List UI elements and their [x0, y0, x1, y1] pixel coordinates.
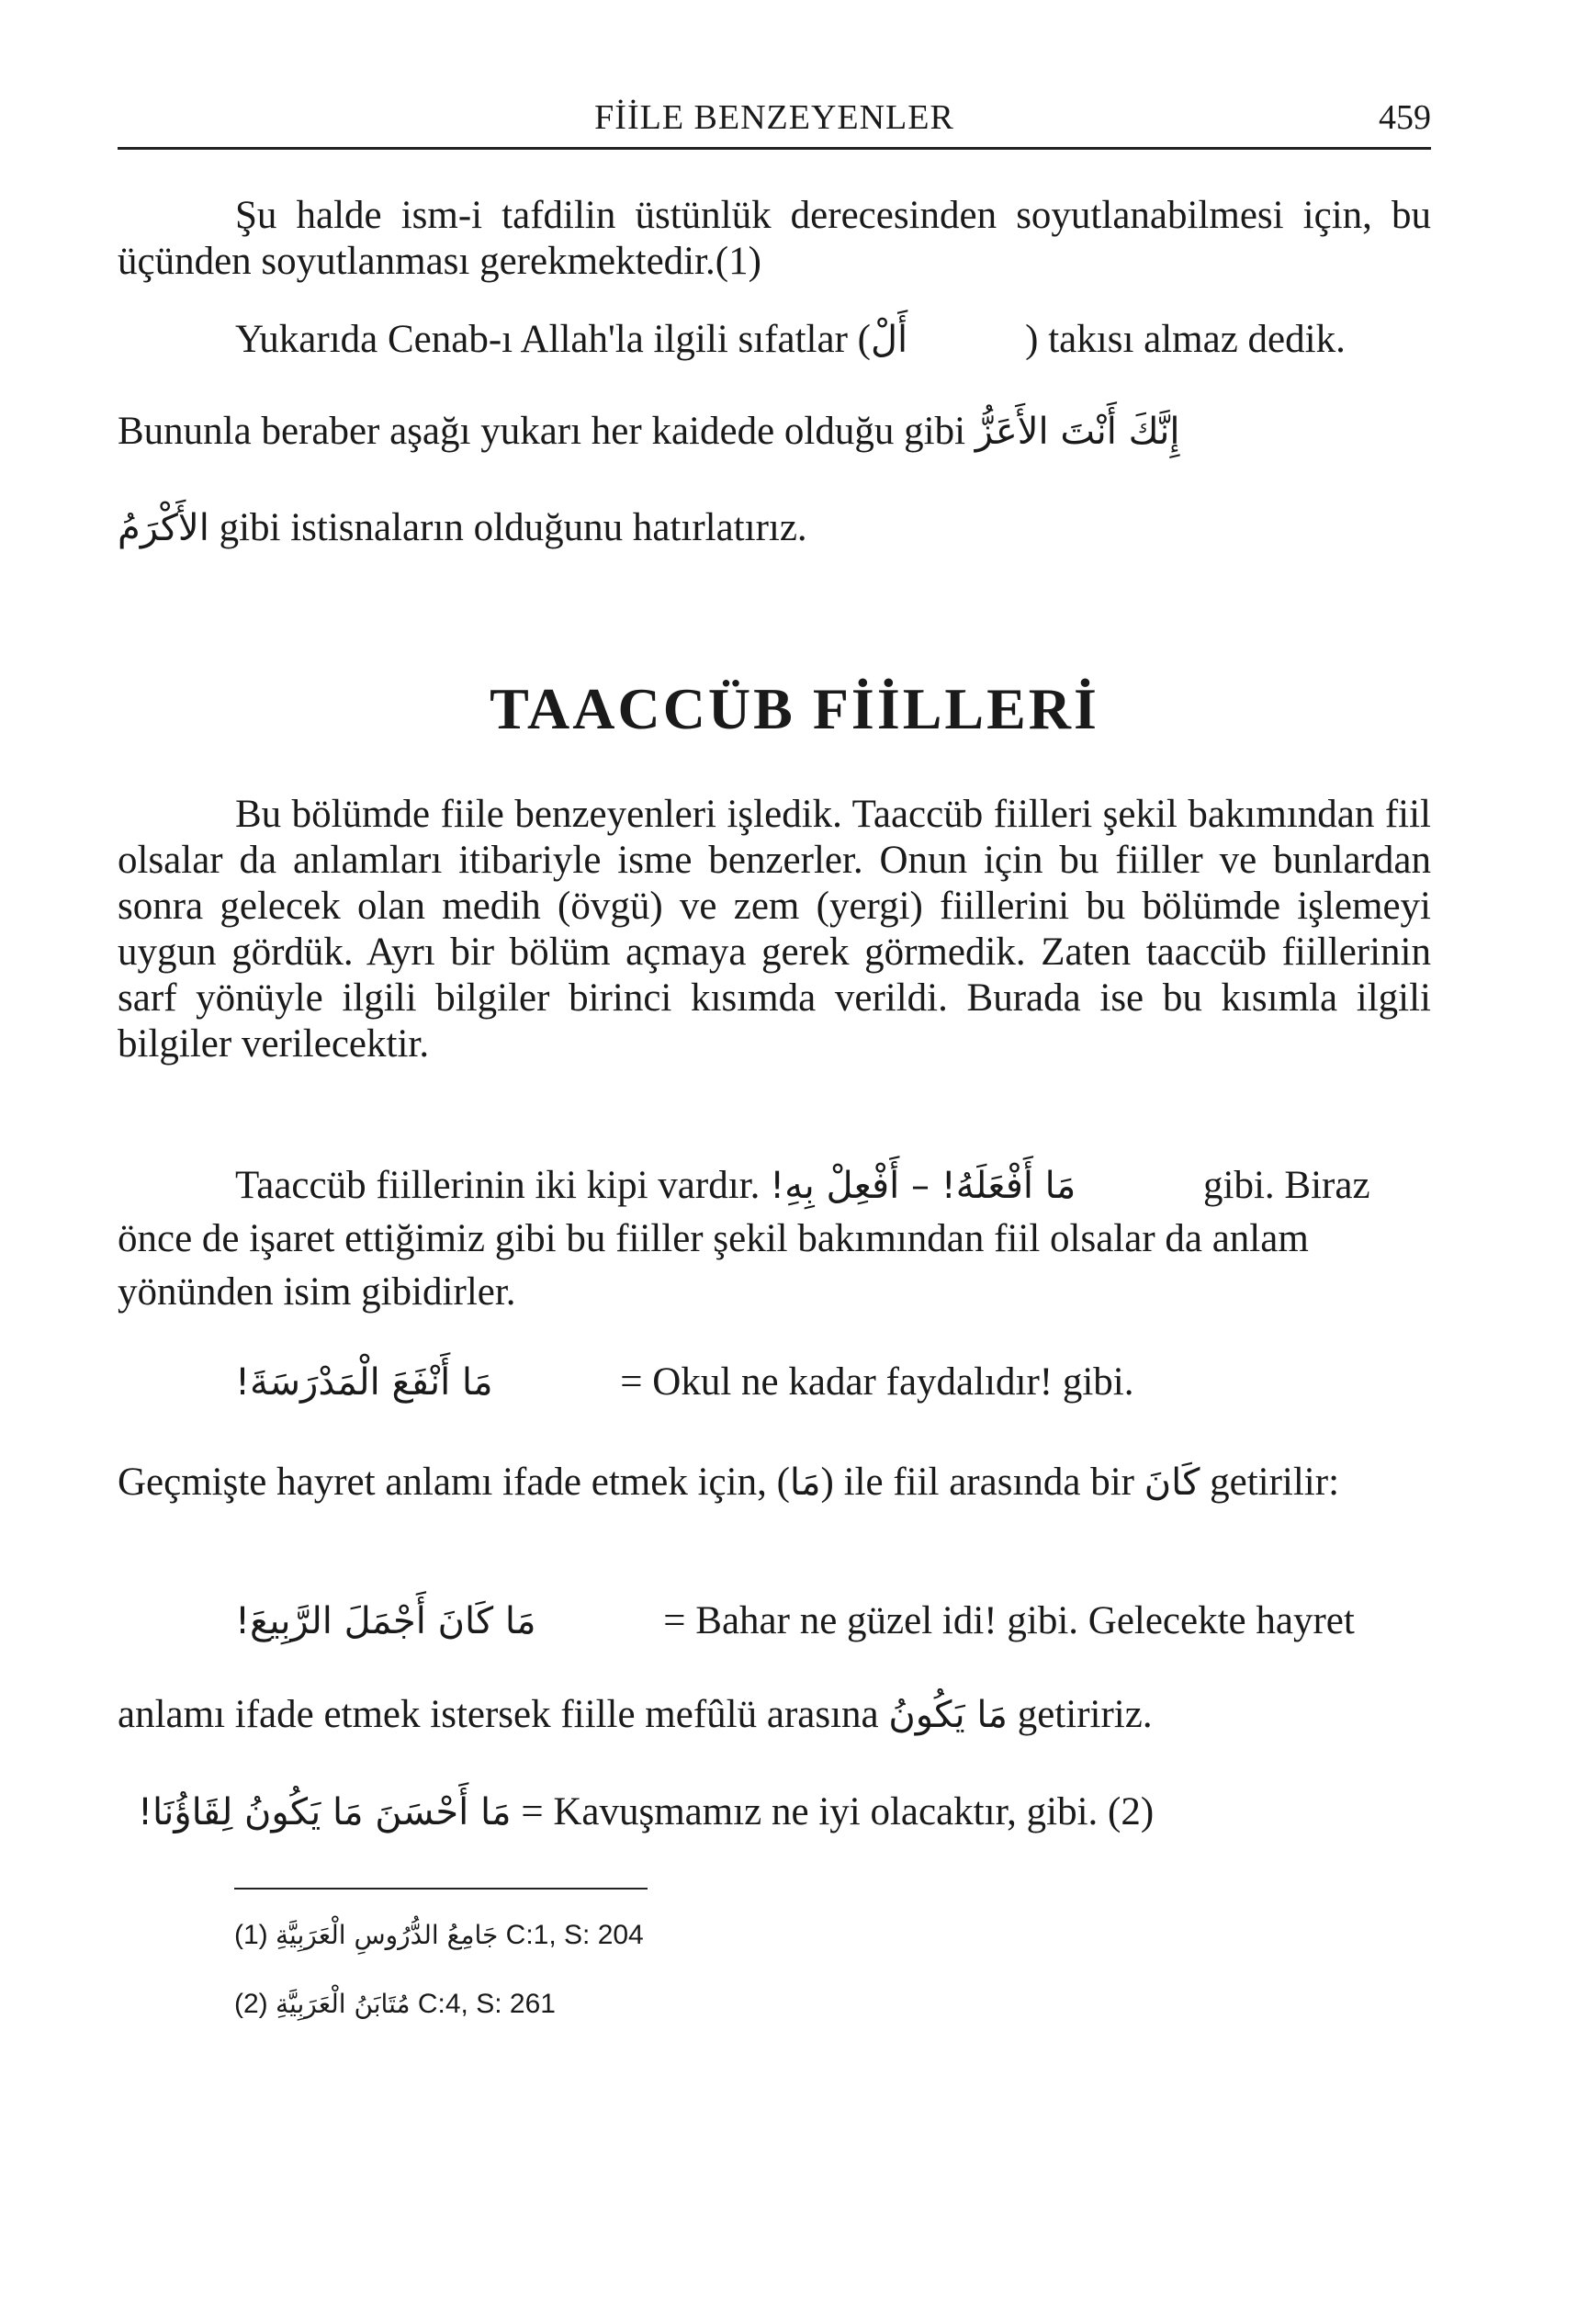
paragraph-5-arabic: مَا أَفْعَلَهُ! – أَفْعِلْ بِهِ!	[770, 1165, 1076, 1207]
running-header-title: FİİLE BENZEYENLER	[594, 98, 954, 137]
footnote-2	[234, 1989, 556, 2020]
footnote-2-ref: C:4, S: 261	[417, 1989, 556, 2019]
paragraph-6-middle: ) ile fiil arasında bir	[820, 1461, 1134, 1504]
paragraph-3-line-2	[118, 505, 1431, 551]
footnote-2-arabic: مُتَابَنُ الْعَرَبِيَّةِ	[276, 1989, 411, 2019]
footnote-1	[234, 1920, 644, 1951]
paragraph-3-after: gibi istisnaların olduğunu hatırlatırız.	[219, 506, 807, 549]
example-2-text: = Bahar ne güzel idi! gibi. Gelecekte hayret	[663, 1599, 1355, 1642]
paragraph-6-arabic-2: كَانَ	[1144, 1461, 1200, 1504]
example-2-cont-before: anlamı ifade etmek istersek fiille mefûlü arasına	[118, 1693, 879, 1736]
page-number: 459	[1379, 98, 1431, 137]
paragraph-2	[118, 317, 1431, 363]
example-2-arabic-2: مَا يَكُونُ	[888, 1694, 1008, 1736]
example-3	[138, 1789, 1451, 1835]
paragraph-3-arabic-1: إِنَّكَ أَنْتَ الأَعَزُّ	[975, 411, 1180, 453]
paragraph-6-before: Geçmişte hayret anlamı ifade etmek için, (	[118, 1461, 790, 1504]
example-2-arabic: مَا كَانَ أَجْمَلَ الرَّبِيعَ!	[235, 1600, 536, 1642]
paragraph-3-before: Bununla beraber aşağı yukarı her kaidede olduğu gibi	[118, 410, 966, 453]
example-3-arabic: مَا أَحْسَنَ مَا يَكُونُ لِقَاؤُنَا!	[138, 1791, 512, 1833]
paragraph-2-arabic: أَلْ	[870, 319, 908, 361]
footnote-1-ref: C:1, S: 204	[505, 1920, 644, 1950]
paragraph-2-after: ) takısı almaz dedik.	[1025, 318, 1346, 361]
paragraph-6-arabic-1: مَا	[789, 1461, 821, 1504]
example-2	[118, 1598, 1431, 1644]
footnote-1-number: (1)	[234, 1920, 268, 1950]
paragraph-4: Bu bölümde fiile benzeyenleri işledik. Taaccüb fiilleri şekil bakımından fiil olsalar da anlamları itibariyle isme benzerler. Onun için bu fiiller ve bunlardan sonra gelecek olan medih (övgü) ve zem (yergi) fiillerini bu bölümde işlemeyi uygun gördük. Ayrı bir bölüm açmaya gerek görmedik. Zaten taaccüb fiillerinin sarf yönüyle ilgili bilgiler birinci kısımda verildi. Burada ise bu kısımla ilgili bilgiler verilecektir.	[118, 793, 1431, 1066]
paragraph-6-after: getirilir:	[1210, 1461, 1340, 1504]
example-1	[118, 1359, 1431, 1405]
example-1-arabic: مَا أَنْفَعَ الْمَدْرَسَةَ!	[235, 1361, 493, 1404]
paragraph-6	[118, 1451, 1431, 1514]
example-1-text: = Okul ne kadar faydalıdır! gibi.	[620, 1360, 1134, 1404]
example-3-text: = Kavuşmamız ne iyi olacaktır, gibi. (2)	[521, 1790, 1155, 1833]
paragraph-5-before: Taaccüb fiillerinin iki kipi vardır.	[235, 1164, 761, 1207]
paragraph-3	[118, 409, 1431, 455]
paragraph-5	[118, 1159, 1431, 1319]
footnote-1-arabic: جَامِعُ الدُّرُوسِ الْعَرَبِيَّةِ	[276, 1920, 499, 1950]
footnote-divider	[234, 1888, 648, 1890]
paragraph-2-before: Yukarıda Cenab-ı Allah'la ilgili sıfatlar (	[235, 318, 871, 361]
paragraph-3-arabic-2: الأَكْرَمُ	[118, 507, 209, 549]
footnote-2-number: (2)	[234, 1989, 268, 2019]
section-heading: TAACCÜB FİİLLERİ	[490, 676, 1099, 741]
paragraph-1: Şu halde ism-i tafdilin üstünlük derecesinden soyutlanabilmesi için, bu üçünden soyutlanması gerekmektedir.(1)	[118, 194, 1431, 283]
example-2-cont-after: getiririz.	[1017, 1693, 1153, 1736]
example-2-continuation	[118, 1692, 1431, 1738]
running-header	[118, 92, 1431, 150]
paragraph-5-after: gibi. Biraz önce de işaret ettiğimiz gibi bu fiiller şekil bakımından fiil olsalar da anlam yönünden isim gibidirler.	[118, 1164, 1370, 1314]
